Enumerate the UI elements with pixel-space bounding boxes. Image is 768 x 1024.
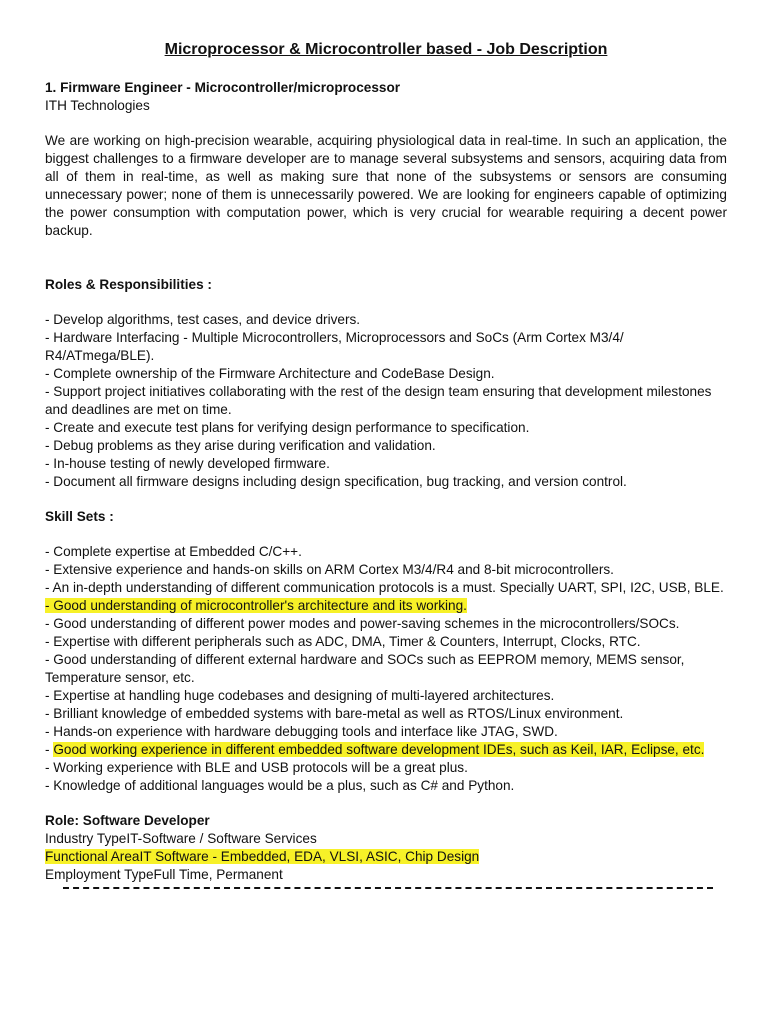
roles-list: [45, 311, 727, 491]
list-item: - Complete expertise at Embedded C/C++.: [45, 544, 302, 559]
list-item: - Good understanding of different power modes and power-saving schemes in the microcontrollers/SOCs.: [45, 616, 680, 631]
list-item: [45, 741, 727, 759]
skills-heading: Skill Sets :: [45, 509, 114, 524]
roles-heading: Roles & Responsibilities :: [45, 277, 212, 292]
list-item: - Working experience with BLE and USB protocols will be a great plus.: [45, 760, 468, 775]
list-item: - Create and execute test plans for verifying design performance to specification.: [45, 420, 530, 435]
list-item: - Develop algorithms, test cases, and device drivers.: [45, 312, 361, 327]
skills-list: [45, 543, 727, 795]
list-item: [45, 597, 727, 615]
list-item-prefix: -: [45, 742, 54, 757]
list-item: - Good understanding of different external hardware and SOCs such as EEPROM memory, MEMS sensor, Temperature sensor, etc.: [45, 652, 685, 685]
company-name: ITH Technologies: [45, 98, 150, 113]
highlighted-text: Functional AreaIT Software - Embedded, EDA, VLSI, ASIC, Chip Design: [45, 849, 480, 864]
list-item: - Hardware Interfacing - Multiple Microcontrollers, Microprocessors and SoCs (Arm Cortex M3/4/ R4/ATmega/BLE).: [45, 330, 624, 363]
employment-type: Employment TypeFull Time, Permanent: [45, 867, 283, 882]
list-item: - Expertise with different peripherals such as ADC, DMA, Timer & Counters, Interrupt, Clocks, RTC.: [45, 634, 641, 649]
list-item: - Brilliant knowledge of embedded systems with bare-metal as well as RTOS/Linux environment.: [45, 706, 624, 721]
functional-area: [45, 848, 727, 866]
document-title: Microprocessor & Microcontroller based - Job Description: [164, 41, 608, 58]
list-item: - In-house testing of newly developed firmware.: [45, 456, 330, 471]
list-item: - Expertise at handling huge codebases and designing of multi-layered architectures.: [45, 688, 555, 703]
job-heading: 1. Firmware Engineer - Microcontroller/microprocessor: [45, 80, 401, 95]
list-item: - Complete ownership of the Firmware Architecture and CodeBase Design.: [45, 366, 495, 381]
highlighted-text: - Good understanding of microcontroller's architecture and its working.: [45, 598, 467, 613]
dashed-divider: [63, 887, 713, 889]
industry-type: Industry TypeIT-Software / Software Services: [45, 831, 317, 846]
role-heading: Role: Software Developer: [45, 813, 210, 828]
list-item: - Extensive experience and hands-on skills on ARM Cortex M3/4/R4 and 8-bit microcontrollers.: [45, 562, 614, 577]
list-item: - Knowledge of additional languages would be a plus, such as C# and Python.: [45, 778, 515, 793]
list-item: - Debug problems as they arise during verification and validation.: [45, 438, 436, 453]
list-item: - An in-depth understanding of different communication protocols is a must. Specially UART, SPI, I2C, USB, BLE.: [45, 580, 724, 595]
highlighted-text: Good working experience in different embedded software development IDEs, such as Keil, IAR, Eclipse, etc.: [53, 742, 705, 757]
list-item: - Hands-on experience with hardware debugging tools and interface like JTAG, SWD.: [45, 724, 558, 739]
list-item: - Support project initiatives collaborating with the rest of the design team ensuring that development milestones and deadlines are met on time.: [45, 384, 712, 417]
document-page: [45, 40, 727, 889]
job-intro-paragraph: We are working on high-precision wearable, acquiring physiological data in real-time. In such an application, the biggest challenges to a firmware developer are to manage several subsystems and sensors, acquiring data from all of them in real-time, as well as making sure that none of the subsystems or sensors are consuming unnecessary power; none of them is unnecessarily powered. We are looking for engineers capable of optimizing the power consumption with computation power, which is very crucial for wearable requiring a decent power backup.: [45, 133, 727, 238]
list-item: - Document all firmware designs including design specification, bug tracking, and version control.: [45, 474, 627, 489]
